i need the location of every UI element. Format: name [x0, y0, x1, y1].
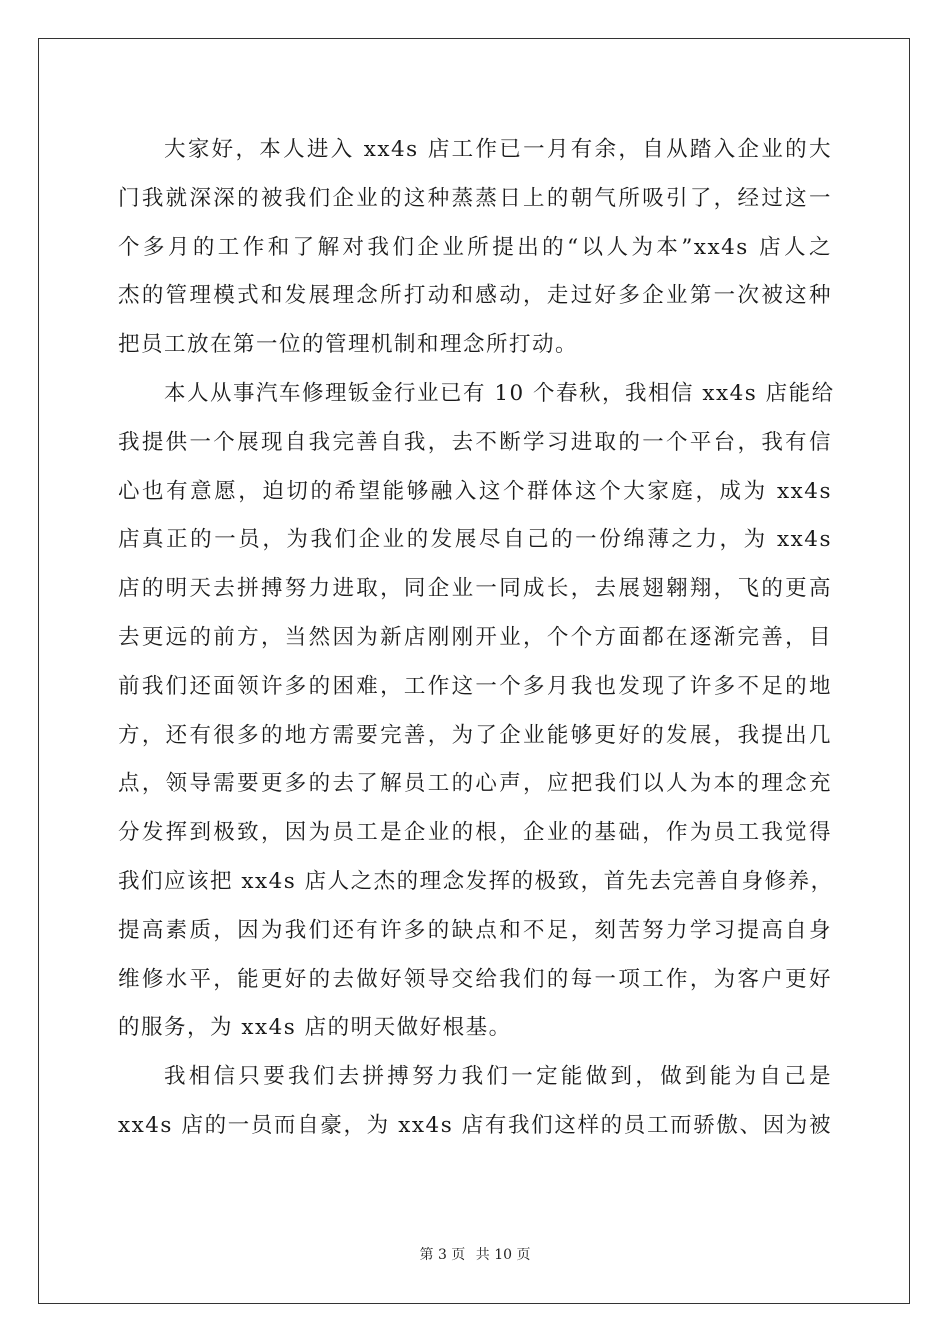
text-line: 心也有意愿，迫切的希望能够融入这个群体这个大家庭，成为 xx4s [118, 478, 832, 504]
text-line: 提高素质，因为我们还有许多的缺点和不足，刻苦努力学习提高自身 [118, 917, 832, 943]
text-line: 杰的管理模式和发展理念所打动和感动，走过好多企业第一次被这种 [118, 283, 832, 309]
text-line: 我提供一个展现自我完善自我，去不断学习进取的一个平台，我有信 [118, 429, 832, 455]
text-line: 把员工放在第一位的管理机制和理念所打动。 [118, 332, 579, 358]
text-line: 的服务，为 xx4s 店的明天做好根基。 [118, 1015, 512, 1041]
text-line: 点，领导需要更多的去了解员工的心声，应把我们以人为本的理念充 [118, 771, 832, 797]
text-line: 店真正的一员，为我们企业的发展尽自己的一份绵薄之力，为 xx4s [118, 527, 832, 553]
text-line: 我们应该把 xx4s 店人之杰的理念发挥的极致，首先去完善自身修养， [118, 868, 834, 894]
page-number: 第 3 页 [419, 1247, 466, 1263]
document-body [118, 126, 835, 1151]
text-line: 个多月的工作和了解对我们企业所提出的“以人为本”xx4s 店人之 [118, 234, 832, 260]
text-line: 前我们还面领许多的困难，工作这一个多月我也发现了许多不足的地 [118, 673, 832, 699]
page-total: 共 10 页 [475, 1247, 531, 1263]
text-line: 店的明天去拼搏努力进取，同企业一同成长，去展翅翱翔，飞的更高 [118, 576, 832, 602]
text-line: 门我就深深的被我们企业的这种蒸蒸日上的朝气所吸引了，经过这一 [118, 185, 832, 211]
text-line: 本人从事汽车修理钣金行业已有 10 个春秋，我相信 xx4s 店能给 [164, 380, 835, 406]
text-line: 我相信只要我们去拼搏努力我们一定能做到，做到能为自己是 [164, 1064, 832, 1090]
text-line: 去更远的前方，当然因为新店刚刚开业，个个方面都在逐渐完善，目 [118, 624, 832, 650]
text-line: 分发挥到极致，因为员工是企业的根，企业的基础，作为员工我觉得 [118, 820, 832, 846]
page-footer [0, 1244, 950, 1264]
text-line: 大家好，本人进入 xx4s 店工作已一月有余，自从踏入企业的大 [164, 137, 832, 162]
text-line: 方，还有很多的地方需要完善，为了企业能够更好的发展，我提出几 [118, 722, 832, 748]
text-line: 维修水平，能更好的去做好领导交给我们的每一项工作，为客户更好 [118, 966, 832, 992]
text-line: xx4s 店的一员而自豪，为 xx4s 店有我们这样的员工而骄傲、因为被 [118, 1112, 832, 1138]
